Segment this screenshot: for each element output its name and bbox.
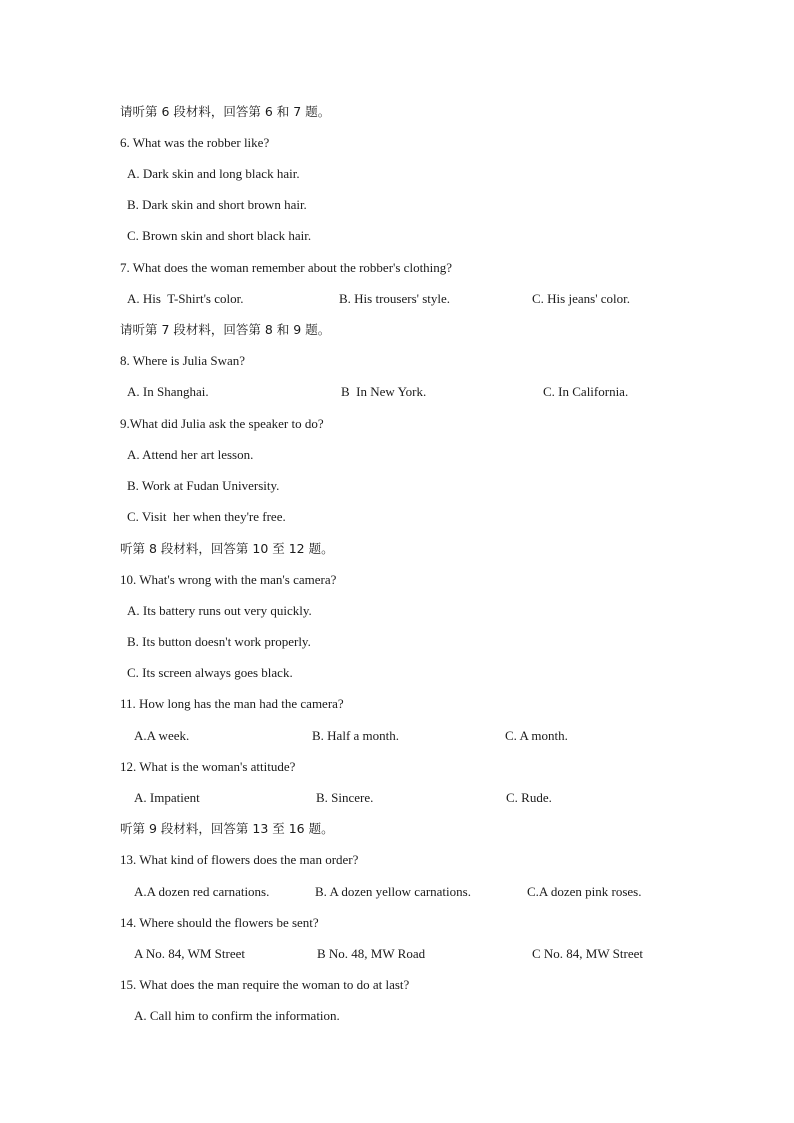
- question-stem: 13. What kind of flowers does the man order?: [120, 852, 359, 867]
- option-b: B. Sincere.: [316, 790, 374, 805]
- option-b: B. Half a month.: [312, 728, 400, 743]
- question-stem: 10. What's wrong with the man's camera?: [120, 572, 337, 587]
- section-heading: 请听第 7 段材料，回答第 8 和 9 题。: [120, 322, 331, 337]
- question-stem: 7. What does the woman remember about the robber's clothing?: [120, 260, 453, 275]
- option-a: A. Impatient: [134, 790, 200, 805]
- section-heading: 听第 8 段材料，回答第 10 至 12 题。: [120, 541, 334, 556]
- option-c: C. His jeans' color.: [532, 291, 631, 306]
- option-c: C.A dozen pink roses.: [527, 884, 642, 899]
- option-b: B. Work at Fudan University.: [127, 478, 280, 493]
- option-c: C. Rude.: [506, 790, 552, 805]
- option-a: A. Its battery runs out very quickly.: [127, 603, 312, 618]
- option-b: B No. 48, MW Road: [317, 946, 426, 961]
- option-a: A.A dozen red carnations.: [134, 884, 270, 899]
- option-c: C No. 84, MW Street: [532, 946, 643, 961]
- option-a: A. Attend her art lesson.: [127, 447, 254, 462]
- section-heading: 请听第 6 段材料，回答第 6 和 7 题。: [120, 104, 331, 119]
- option-c: C. A month.: [505, 728, 568, 743]
- option-a: A No. 84, WM Street: [134, 946, 245, 961]
- option-a: A. His T-Shirt's color.: [127, 291, 244, 306]
- question-stem: 9.What did Julia ask the speaker to do?: [120, 416, 324, 431]
- option-b: B. His trousers' style.: [339, 291, 451, 306]
- option-a: A. Dark skin and long black hair.: [127, 166, 300, 181]
- question-stem: 12. What is the woman's attitude?: [120, 759, 296, 774]
- option-b: B. Dark skin and short brown hair.: [127, 197, 307, 212]
- question-stem: 14. Where should the flowers be sent?: [120, 915, 319, 930]
- option-c: C. Brown skin and short black hair.: [127, 228, 312, 243]
- section-heading: 听第 9 段材料，回答第 13 至 16 题。: [120, 821, 334, 836]
- option-b: B. Its button doesn't work properly.: [127, 634, 311, 649]
- option-c: C. Visit her when they're free.: [127, 509, 286, 524]
- question-stem: 11. How long has the man had the camera?: [120, 696, 344, 711]
- option-c: C. In California.: [543, 384, 629, 399]
- option-a: A.A week.: [134, 728, 190, 743]
- option-b: B. A dozen yellow carnations.: [315, 884, 471, 899]
- option-c: C. Its screen always goes black.: [127, 665, 293, 680]
- option-b: B In New York.: [341, 384, 427, 399]
- option-a: A. Call him to confirm the information.: [134, 1008, 340, 1023]
- question-stem: 15. What does the man require the woman to do at last?: [120, 977, 410, 992]
- question-stem: 6. What was the robber like?: [120, 135, 270, 150]
- option-a: A. In Shanghai.: [127, 384, 209, 399]
- question-stem: 8. Where is Julia Swan?: [120, 353, 246, 368]
